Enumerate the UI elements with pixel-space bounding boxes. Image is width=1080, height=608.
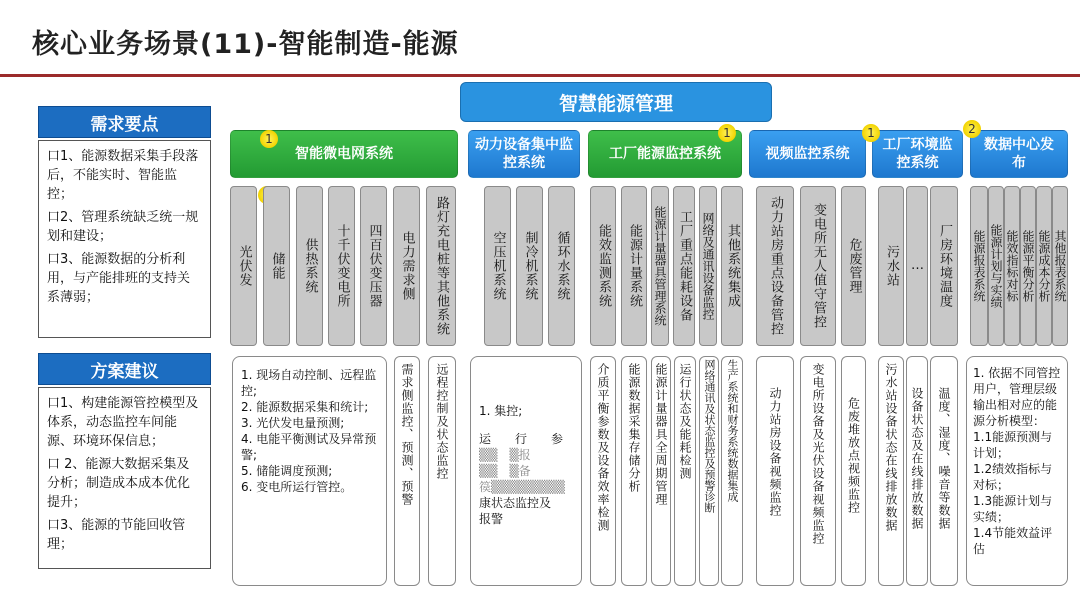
subsystem-item: 能源计量系统 bbox=[621, 186, 647, 346]
marker-badge: 1 bbox=[718, 124, 736, 142]
factory-description: 网络通讯及状态监控及预警诊断 bbox=[699, 356, 719, 586]
subsystem-item: 能源平衡分析 bbox=[1020, 186, 1036, 346]
proposal-item: 口3、能源的节能回收管理； bbox=[47, 518, 186, 552]
subsystem-item: 制冷机系统 bbox=[516, 186, 543, 346]
subsystem-item: 能源计划与实绩 bbox=[988, 186, 1004, 346]
subsystem-item: 能源计量器具管理系统 bbox=[651, 186, 669, 346]
power-equipment-description bbox=[470, 356, 582, 586]
subsystem-item: 能源报表系统 bbox=[970, 186, 988, 346]
subsystem-item: 其他系统集成 bbox=[721, 186, 743, 346]
subsystem-item: 能源成本分析 bbox=[1036, 186, 1052, 346]
video-description: 变电所设备及光伏设备视频监控 bbox=[800, 356, 836, 586]
subsystem-item: 循环水系统 bbox=[548, 186, 575, 346]
requirement-item: 口3、能源数据的分析利用，与产能排班的支持关系薄弱； bbox=[47, 252, 191, 305]
main-title: 智慧能源管理 bbox=[460, 82, 772, 122]
category-microgrid: 智能微电网系统 bbox=[230, 130, 458, 178]
factory-description: 生产系统和财务系统数据集成 bbox=[721, 356, 743, 586]
description-line: ▒▒ ▒备 bbox=[479, 464, 531, 478]
subsystem-item: 能效监测系统 bbox=[590, 186, 616, 346]
video-description: 动力站房设备视频监控 bbox=[756, 356, 794, 586]
factory-description: 能源数据采集存储分析 bbox=[621, 356, 647, 586]
description-line: 5. 储能调度预测; bbox=[241, 464, 333, 478]
description-line: 3. 光伏发电量预测; bbox=[241, 416, 345, 430]
marker-badge: 1 bbox=[260, 130, 278, 148]
subsystem-item: 动力站房重点设备管控 bbox=[756, 186, 794, 346]
environment-description: 温度、湿度、噪音等数据 bbox=[930, 356, 958, 586]
requirement-item: 口1、能源数据采集手段落后，不能实时、智能监控； bbox=[47, 149, 199, 202]
description-line: 报警 bbox=[479, 512, 504, 526]
proposal-item: 口1、构建能源管控模型及体系，动态监控车间能源、环境环保信息； bbox=[47, 396, 199, 449]
description-line: 1.3能源计划与实绩； bbox=[973, 494, 1053, 524]
marker-badge: 2 bbox=[963, 120, 981, 138]
demand-side-description: 需求侧监控、预测、预警 bbox=[394, 356, 420, 586]
category-environment: 工厂环境监控系统 bbox=[872, 130, 963, 178]
proposals-panel bbox=[38, 387, 211, 569]
subsystem-item: 厂房环境温度 bbox=[930, 186, 958, 346]
subsystem-item: 能效指标对标 bbox=[1004, 186, 1020, 346]
marker-badge: 1 bbox=[862, 124, 880, 142]
description-line: ▒▒ ▒报 bbox=[479, 448, 531, 462]
description-line: 2. 能源数据采集和统计; bbox=[241, 400, 369, 414]
description-line: 1. 现场自动控制、远程监控; bbox=[241, 368, 377, 398]
requirements-heading: 需求要点 bbox=[38, 106, 211, 138]
environment-description: 设备状态及在线排放数据 bbox=[906, 356, 928, 586]
requirement-item: 口2、管理系统缺乏统一规划和建设； bbox=[47, 210, 199, 244]
video-description: 危废堆放点视频监控 bbox=[841, 356, 866, 586]
subsystem-item: 其他报表系统 bbox=[1052, 186, 1068, 346]
subsystem-item: 工厂重点能耗设备 bbox=[673, 186, 695, 346]
page-title: 核心业务场景(11)-智能制造-能源 bbox=[32, 29, 459, 60]
description-line: 篌▒▒▒▒▒▒▒▒ bbox=[479, 480, 565, 494]
description-line: 1. 集控; bbox=[479, 404, 523, 418]
environment-description: 污水站设备状态在线排放数据 bbox=[878, 356, 904, 586]
factory-description: 运行状态及能耗检测 bbox=[674, 356, 696, 586]
description-line: 1.1能源预测与计划； bbox=[973, 430, 1053, 460]
subsystem-item: 空压机系统 bbox=[484, 186, 511, 346]
microgrid-description bbox=[232, 356, 387, 586]
subsystem-item: 供热系统 bbox=[296, 186, 323, 346]
subsystem-item: 光伏发 bbox=[230, 186, 257, 346]
subsystem-item: … bbox=[906, 186, 928, 346]
datacenter-description bbox=[966, 356, 1068, 586]
remote-control-description: 远程控制及状态监控 bbox=[428, 356, 456, 586]
title-divider bbox=[0, 74, 1080, 77]
subsystem-item: 危废管理 bbox=[841, 186, 866, 346]
description-line: 4. 电能平衡测试及异常预警; bbox=[241, 432, 377, 462]
subsystem-item: 网络及通讯设备监控 bbox=[699, 186, 717, 346]
subsystem-item: 电力需求侧 bbox=[393, 186, 420, 346]
subsystem-item: 四百伏变压器 bbox=[360, 186, 387, 346]
subsystem-item: 污水站 bbox=[878, 186, 904, 346]
subsystem-item: 十千伏变电所 bbox=[328, 186, 355, 346]
subsystem-item: 储能 bbox=[263, 186, 290, 346]
category-factory-energy: 工厂能源监控系统 bbox=[588, 130, 742, 178]
requirements-panel bbox=[38, 140, 211, 338]
description-line: 6. 变电所运行管控。 bbox=[241, 480, 353, 494]
subsystem-item: 变电所无人值守管控 bbox=[800, 186, 836, 346]
description-line: 1.2绩效指标与对标； bbox=[973, 462, 1053, 492]
subsystem-item: 路灯充电桩等其他系统 bbox=[426, 186, 456, 346]
category-datacenter: 数据中心发布 bbox=[970, 130, 1068, 178]
proposal-item: 口 2、能源大数据采集及分析；制造成本成本优化提升； bbox=[47, 457, 191, 510]
description-line: 运 行 参 bbox=[479, 432, 564, 446]
proposals-heading: 方案建议 bbox=[38, 353, 211, 385]
description-line: 1.4节能效益评估 bbox=[973, 526, 1053, 556]
description-line: 康状态监控及 bbox=[479, 496, 552, 510]
factory-description: 介质平衡参数及设备效率检测 bbox=[590, 356, 616, 586]
description-line: 1. 依据不同管控用户，管理层级输出相对应的能源分析模型： bbox=[973, 366, 1061, 428]
category-video: 视频监控系统 bbox=[749, 130, 866, 178]
category-power-equipment: 动力设备集中监控系统 bbox=[468, 130, 580, 178]
factory-description: 能源计量器具全周期管理 bbox=[651, 356, 671, 586]
